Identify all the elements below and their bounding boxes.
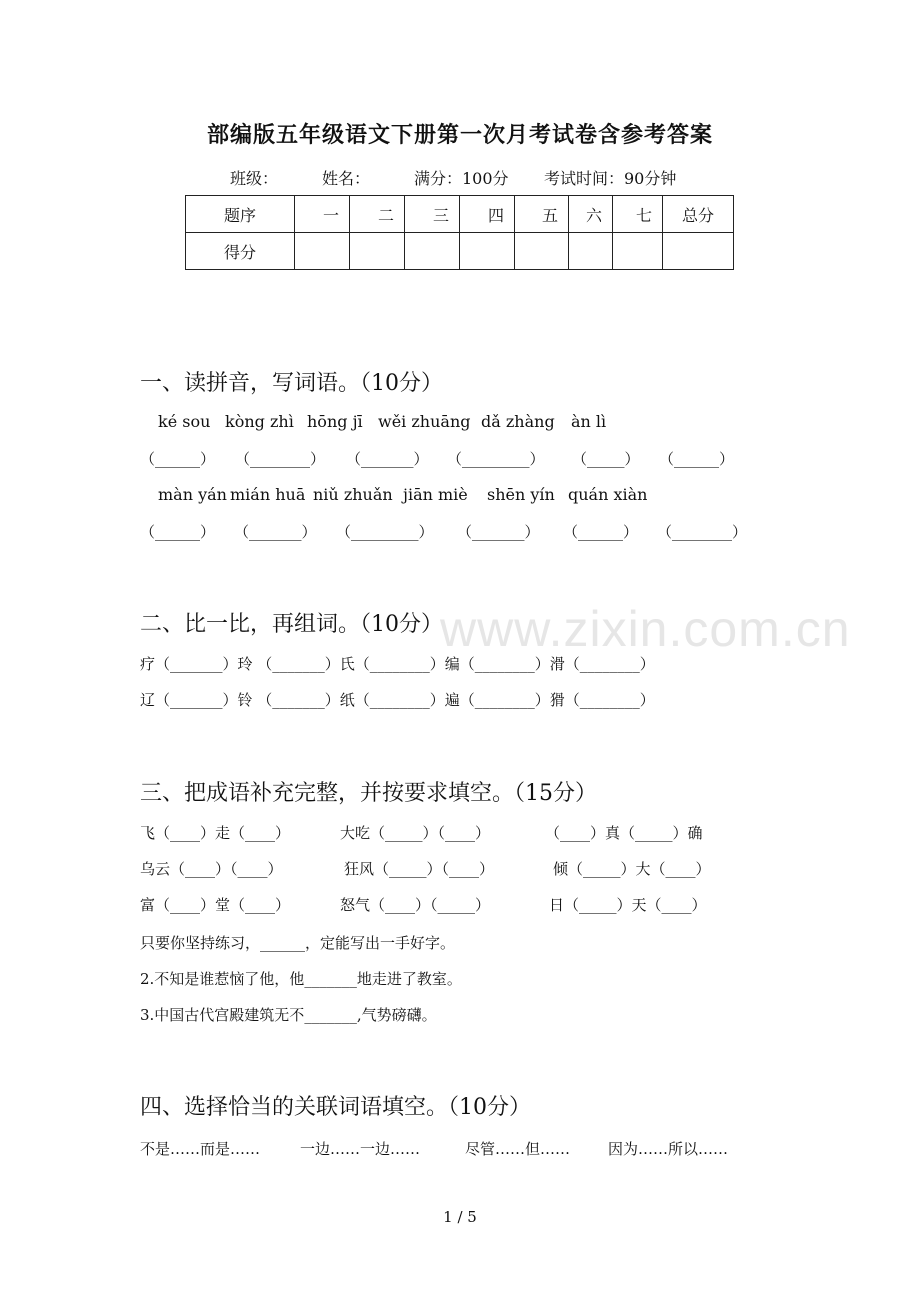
score-input-cell[interactable] <box>515 233 569 270</box>
answer-blank[interactable]: （______） <box>659 450 735 468</box>
score-input-cell[interactable] <box>405 233 460 270</box>
pinyin-item: wěi zhuāng <box>378 412 471 431</box>
score-input-cell[interactable] <box>295 233 350 270</box>
full-score: 满分：100分 <box>414 169 509 188</box>
score-header-cell: 题序 <box>186 196 295 233</box>
idiom-item[interactable]: 怒气（____）（_____） <box>340 896 491 914</box>
idiom-item[interactable]: 大吃（_____）（____） <box>340 824 491 842</box>
page-title: 部编版五年级语文下册第一次月考试卷含参考答案 <box>206 122 713 148</box>
score-table-score-row <box>186 233 734 270</box>
pinyin-item: mián huā <box>230 485 306 504</box>
compare-row[interactable]: 辽（_______）铃 （_______）纸（________）遍（________）猾（________） <box>140 691 655 709</box>
pinyin-item: hōng jī <box>307 412 363 431</box>
score-header-cell: 五 <box>515 196 569 233</box>
idiom-item[interactable]: （____）真（_____）确 <box>545 824 703 842</box>
answer-blank[interactable]: （________） <box>657 523 748 541</box>
idiom-item[interactable]: 富（____）堂（____） <box>140 896 291 914</box>
idiom-item[interactable]: 日（_____）天（____） <box>549 896 707 914</box>
pinyin-item: màn yán <box>158 485 227 504</box>
conjunction-option: 一边……一边…… <box>300 1140 421 1158</box>
compare-row[interactable]: 疗（_______）玲 （_______）氏（________）编（________）滑（________） <box>140 655 655 673</box>
answer-blank[interactable]: （________） <box>235 450 326 468</box>
fill-question[interactable]: 2.不知是谁惹恼了他，他_______地走进了教室。 <box>140 970 462 988</box>
fill-question[interactable]: 只要你坚持练习，______，定能写出一手好字。 <box>140 934 456 952</box>
answer-blank[interactable]: （______） <box>563 523 639 541</box>
pinyin-item: àn lì <box>571 412 607 431</box>
score-header-cell: 一 <box>295 196 350 233</box>
conjunction-option: 不是……而是…… <box>140 1140 261 1158</box>
answer-blank[interactable]: （_______） <box>457 523 540 541</box>
score-input-cell[interactable] <box>350 233 405 270</box>
conjunction-option: 因为……所以…… <box>608 1140 729 1158</box>
score-input-cell[interactable] <box>460 233 515 270</box>
section2-heading: 二、比一比，再组词。（10分） <box>140 612 443 637</box>
score-header-cell: 二 <box>350 196 405 233</box>
pinyin-item: quán xiàn <box>568 485 648 504</box>
watermark: www.zixin.com.cn <box>440 601 851 657</box>
score-input-cell[interactable] <box>613 233 663 270</box>
conjunction-option: 尽管……但…… <box>465 1140 571 1158</box>
class-label: 班级： <box>230 169 279 188</box>
idiom-item[interactable]: 飞（____）走（____） <box>140 824 291 842</box>
score-header-cell: 四 <box>460 196 515 233</box>
score-input-cell[interactable] <box>663 233 734 270</box>
answer-blank[interactable]: （_______） <box>346 450 429 468</box>
pinyin-item: ké sou <box>158 412 211 431</box>
fill-question[interactable]: 3.中国古代宫殿建筑无不_______,气势磅礴。 <box>140 1006 437 1024</box>
name-label: 姓名： <box>322 169 371 188</box>
idiom-item[interactable]: 倾（_____）大（____） <box>553 860 711 878</box>
answer-blank[interactable]: （_________） <box>336 523 434 541</box>
score-table-header-row <box>186 196 734 233</box>
answer-blank[interactable]: （_____） <box>572 450 640 468</box>
score-header-cell: 总分 <box>663 196 734 233</box>
score-header-cell: 六 <box>569 196 613 233</box>
exam-time: 考试时间：90分钟 <box>544 169 677 188</box>
answer-blank[interactable]: （______） <box>140 523 216 541</box>
pinyin-item: dǎ zhàng <box>481 412 555 431</box>
score-table <box>185 195 734 270</box>
idiom-item[interactable]: 乌云（____）（____） <box>140 860 283 878</box>
section4-heading: 四、选择恰当的关联词语填空。（10分） <box>140 1095 531 1120</box>
section3-heading: 三、把成语补充完整，并按要求填空。（15分） <box>140 781 597 806</box>
page-number: 1 / 5 <box>443 1208 477 1226</box>
pinyin-item: jiān miè <box>403 485 468 504</box>
score-header-cell: 三 <box>405 196 460 233</box>
answer-blank[interactable]: （_________） <box>447 450 545 468</box>
score-row-label: 得分 <box>186 233 295 270</box>
score-input-cell[interactable] <box>569 233 613 270</box>
answer-blank[interactable]: （_______） <box>234 523 317 541</box>
section1-heading: 一、读拼音，写词语。（10分） <box>140 371 443 396</box>
pinyin-item: shēn yín <box>487 485 555 504</box>
score-header-cell: 七 <box>613 196 663 233</box>
pinyin-item: kòng zhì <box>225 412 294 431</box>
idiom-item[interactable]: 狂风（_____）（____） <box>344 860 495 878</box>
pinyin-item: niǔ zhuǎn <box>313 485 393 504</box>
answer-blank[interactable]: （______） <box>140 450 216 468</box>
